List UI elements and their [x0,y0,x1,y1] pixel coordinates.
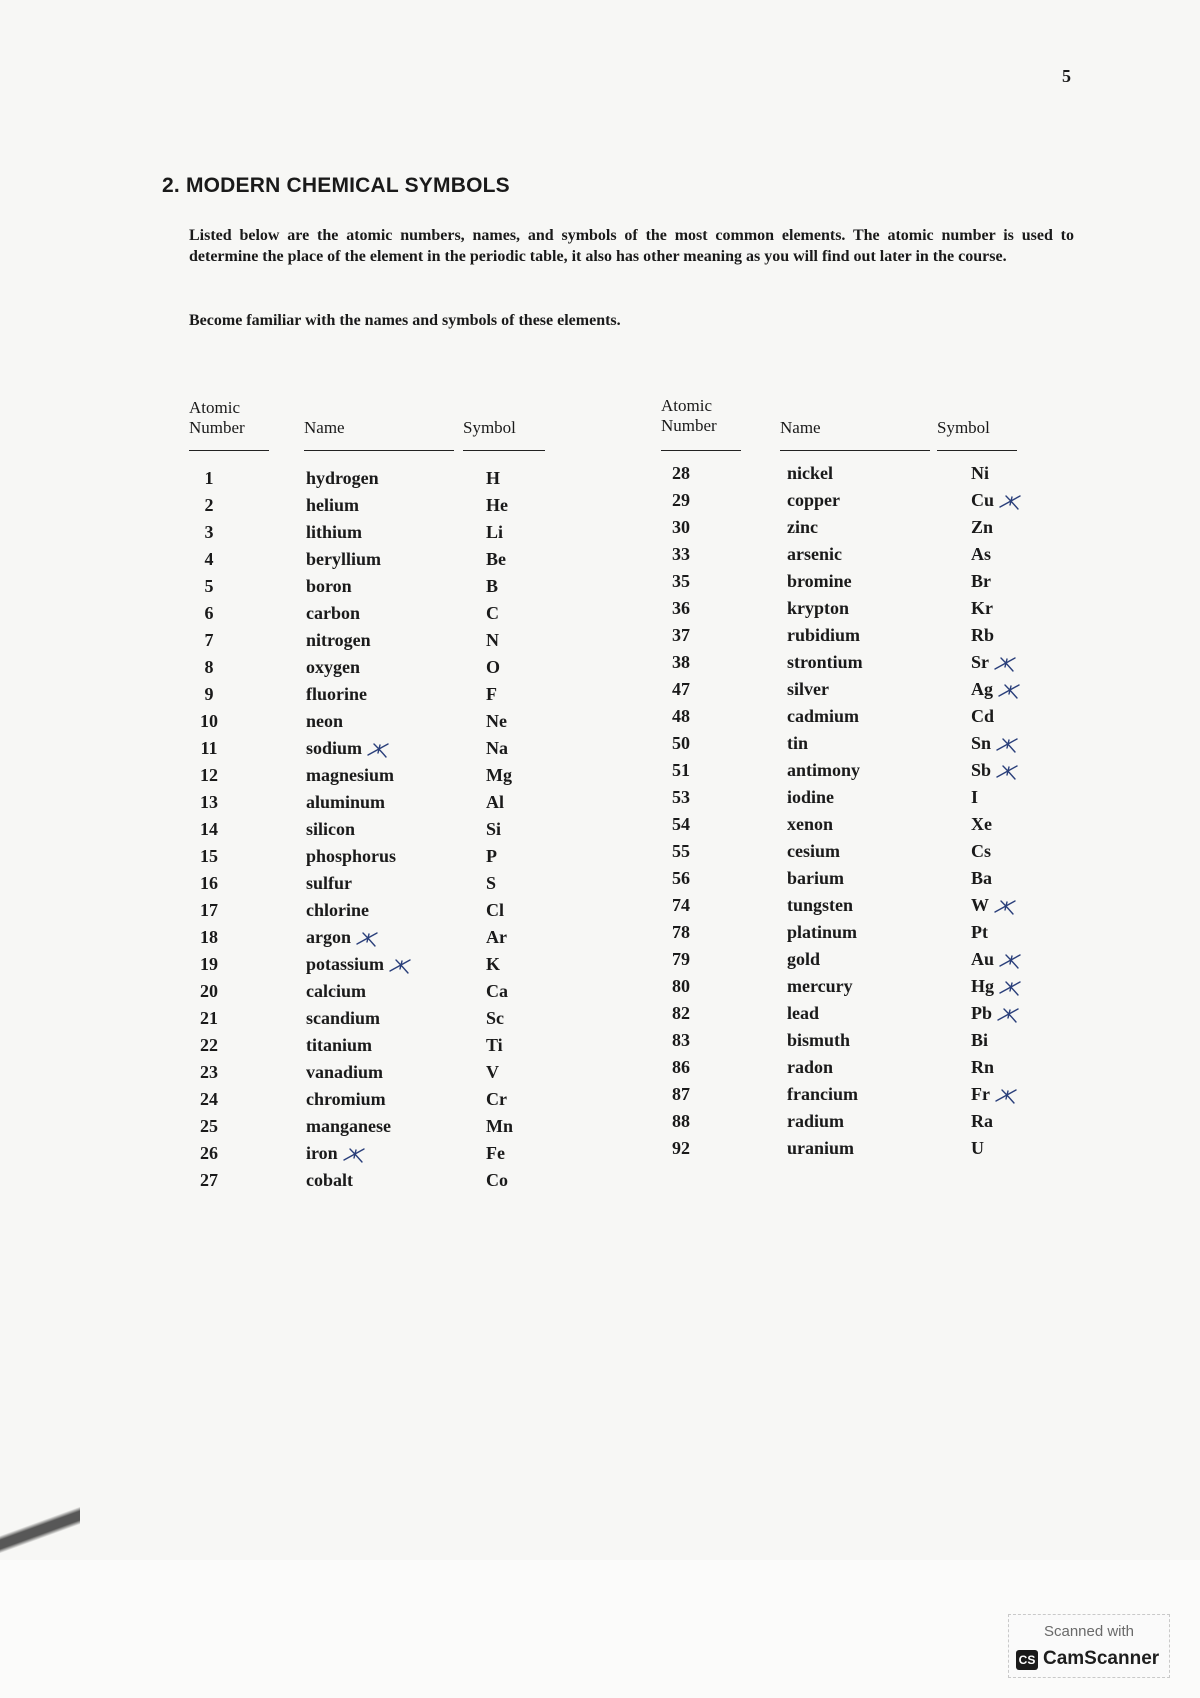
element-symbol-cell: He [486,495,508,515]
handwritten-check-mark-icon [998,979,1024,997]
atomic-number-cell: 80 [672,976,690,996]
handwritten-check-mark-icon [997,682,1023,700]
atomic-number-cell: 17 [200,900,218,920]
element-name-cell: cesium [787,841,840,861]
handwritten-check-mark-icon [355,930,381,948]
camscanner-logo-icon: CS [1016,1650,1038,1670]
element-name-cell: francium [787,1084,858,1104]
element-symbol-cell: Ti [486,1035,503,1055]
element-name-cell: helium [306,495,360,515]
element-name-cell: radon [787,1057,834,1077]
section-title: 2. MODERN CHEMICAL SYMBOLS [162,174,510,197]
element-symbol-cell: Fe [486,1143,505,1163]
header-atomic-number [661,396,741,452]
handwritten-check-mark-icon [995,736,1021,754]
element-symbol-cell: Rn [971,1057,995,1077]
atomic-number-cell: 50 [672,733,690,753]
element-symbol-cell: N [486,630,499,650]
header-underline [780,450,930,451]
handwritten-check-mark-icon [998,493,1024,511]
element-symbol-cell: Ca [486,981,508,1001]
element-name-cell: gold [787,949,821,969]
element-name-cell: neon [306,711,344,731]
element-symbol-cell: Cr [486,1089,507,1109]
atomic-number-cell: 25 [200,1116,218,1136]
atomic-number-cell: 79 [672,949,690,969]
element-name-cell: iodine [787,787,835,807]
element-name-cell: carbon [306,603,360,623]
element-symbol-cell: Na [486,738,508,758]
element-symbol-cell: Sc [486,1008,504,1028]
atomic-number-cell: 11 [200,738,218,758]
element-name-cell: bromine [787,571,852,591]
element-name-cell: strontium [787,652,863,672]
atomic-number-cell: 20 [200,981,218,1001]
element-name-cell: copper [787,490,840,510]
atomic-number-cell: 30 [672,517,690,537]
atomic-number-cell: 3 [204,522,214,542]
atomic-number-cell: 5 [204,576,214,596]
element-symbol-cell: F [486,684,497,704]
header-symbol-label: Symbol [937,418,990,437]
element-symbol-cell: Cl [486,900,504,920]
atomic-number-cell: 87 [672,1084,690,1104]
element-name-cell: fluorine [306,684,367,704]
element-symbol-cell: Rb [971,625,995,645]
element-symbol-cell: Ni [971,463,989,483]
element-symbol-cell: Pt [971,922,988,942]
element-symbol-cell: K [486,954,501,974]
atomic-number-cell: 35 [672,571,690,591]
instruction-text: Become familiar with the names and symbols of these elements. [189,312,621,329]
element-name-cell: arsenic [787,544,842,564]
element-name-cell: platinum [787,922,858,942]
element-name-cell: nitrogen [306,630,371,650]
atomic-number-cell: 24 [200,1089,218,1109]
header-symbol [463,398,545,454]
badge-scanned-with: Scanned with [1043,1623,1135,1640]
atomic-number-cell: 23 [200,1062,218,1082]
element-symbol-cell: As [971,544,992,564]
atomic-number-cell: 2 [204,495,214,515]
handwritten-check-mark-icon [366,741,392,759]
atomic-number-cell: 37 [672,625,690,645]
element-symbol-cell: Ba [971,868,993,888]
atomic-number-cell: 1 [204,468,214,488]
element-symbol-cell: I [971,787,979,807]
element-symbol-cell: Fr [971,1084,1020,1105]
element-symbol-cell: Zn [971,517,994,537]
element-name-cell: mercury [787,976,853,996]
element-symbol-cell: Kr [971,598,993,618]
atomic-number-cell: 82 [672,1003,690,1023]
handwritten-check-mark-icon [993,655,1019,673]
element-name-cell: tungsten [787,895,854,915]
element-symbol-cell: Sb [971,760,1021,781]
handwritten-check-mark-icon [996,1006,1022,1024]
atomic-number-cell: 47 [672,679,690,699]
atomic-number-cell: 14 [200,819,218,839]
atomic-number-cell: 18 [200,927,218,947]
element-name-cell: magnesium [306,765,395,785]
element-name-cell: aluminum [306,792,386,812]
atomic-number-cell: 15 [200,846,218,866]
atomic-number-cell: 6 [204,603,214,623]
element-symbol-cell: Si [486,819,502,839]
element-symbol-cell: Co [486,1170,508,1190]
element-symbol-cell: Pb [971,1003,1022,1024]
atomic-number-cell: 74 [672,895,690,915]
camscanner-badge [1008,1614,1170,1678]
atomic-number-cell: 27 [200,1170,218,1190]
element-name-cell: tin [787,733,809,753]
element-name-cell: cobalt [306,1170,353,1190]
element-symbol-cell: Hg [971,976,1024,997]
atomic-number-cell: 53 [672,787,690,807]
atomic-number-cell: 22 [200,1035,218,1055]
element-symbol-cell: C [486,603,499,623]
atomic-number-cell: 38 [672,652,690,672]
element-name-cell: hydrogen [306,468,379,488]
element-name-cell: silicon [306,819,356,839]
element-symbol-cell: S [486,873,497,893]
element-symbol-cell: Li [486,522,504,542]
element-name-cell: barium [787,868,845,888]
element-name-cell: vanadium [306,1062,384,1082]
header-atomic-number [189,398,269,454]
atomic-number-cell: 88 [672,1111,690,1131]
handwritten-check-mark-icon [995,763,1021,781]
element-symbol-cell: O [486,657,501,677]
handwritten-check-mark-icon [993,898,1019,916]
header-atomic-line2: Number [189,418,245,437]
scan-edge-shadow [0,1500,80,1560]
atomic-number-cell: 29 [672,490,690,510]
atomic-number-cell: 54 [672,814,690,834]
element-symbol-cell: W [971,895,1019,916]
element-name-cell: antimony [787,760,861,780]
element-symbol-cell: Sr [971,652,1019,673]
atomic-number-cell: 51 [672,760,690,780]
header-name [780,398,930,454]
atomic-number-cell: 7 [204,630,214,650]
atomic-number-cell: 19 [200,954,218,974]
element-symbol-cell: B [486,576,499,596]
header-atomic-line1: Atomic [189,398,240,417]
atomic-number-cell: 8 [204,657,214,677]
page-number: 5 [1062,66,1071,86]
element-name-cell: chlorine [306,900,369,920]
element-name-cell: xenon [787,814,834,834]
atomic-number-cell: 78 [672,922,690,942]
badge-app-name: CamScanner [1043,1648,1160,1669]
element-symbol-cell: Bi [971,1030,989,1050]
intro-paragraph: Listed below are the atomic numbers, names, and symbols of the most common elements. The atomic number is used to determine the place of the element in the periodic table, it also has other meaning as you will find out later in the course. [189,227,1074,265]
header-atomic-line1: Atomic [661,396,712,415]
element-name-cell: lithium [306,522,363,542]
element-name-cell: zinc [787,517,818,537]
element-name-cell: beryllium [306,549,381,569]
header-atomic-line2: Number [661,416,717,435]
element-symbol-cell: U [971,1138,984,1158]
element-symbol-cell: Ar [486,927,507,947]
handwritten-check-mark-icon [388,957,414,975]
element-symbol-cell: Xe [971,814,992,834]
element-symbol-cell: V [486,1062,499,1082]
handwritten-check-mark-icon [998,952,1024,970]
element-name-cell: krypton [787,598,850,618]
element-name-cell: potassium [306,954,414,975]
atomic-number-cell: 48 [672,706,690,726]
element-name-cell: titanium [306,1035,373,1055]
atomic-number-cell: 13 [200,792,218,812]
atomic-number-cell: 92 [672,1138,690,1158]
header-underline [304,450,454,451]
element-name-cell: rubidium [787,625,861,645]
handwritten-check-mark-icon [342,1146,368,1164]
atomic-number-cell: 21 [200,1008,218,1028]
header-name [304,398,454,454]
element-symbol-cell: H [486,468,501,488]
element-name-cell: lead [787,1003,820,1023]
element-symbol-cell: P [486,846,497,866]
handwritten-check-mark-icon [994,1087,1020,1105]
element-name-cell: sulfur [306,873,353,893]
header-underline [189,450,269,451]
element-name-cell: sodium [306,738,392,759]
header-name-label: Name [780,418,821,437]
atomic-number-cell: 86 [672,1057,690,1077]
element-name-cell: manganese [306,1116,391,1136]
atomic-number-cell: 56 [672,868,690,888]
element-symbol-cell: Mn [486,1116,513,1136]
element-symbol-cell: Ne [486,711,507,731]
element-symbol-cell: Cu [971,490,1024,511]
atomic-number-cell: 16 [200,873,218,893]
element-symbol-cell: Be [486,549,506,569]
element-symbol-cell: Ra [971,1111,993,1131]
element-name-cell: calcium [306,981,366,1001]
atomic-number-cell: 36 [672,598,690,618]
element-symbol-cell: Au [971,949,1024,970]
element-name-cell: uranium [787,1138,855,1158]
element-name-cell: scandium [306,1008,381,1028]
element-symbol-cell: Br [971,571,991,591]
element-symbol-cell: Ag [971,679,1023,700]
header-name-label: Name [304,418,345,437]
element-name-cell: nickel [787,463,834,483]
element-symbol-cell: Sn [971,733,1021,754]
element-name-cell: argon [306,927,381,948]
element-name-cell: boron [306,576,352,596]
atomic-number-cell: 28 [672,463,690,483]
element-name-cell: oxygen [306,657,360,677]
element-name-cell: phosphorus [306,846,397,866]
header-symbol-label: Symbol [463,418,516,437]
header-underline [937,450,1017,451]
atomic-number-cell: 83 [672,1030,690,1050]
header-symbol [937,398,1017,454]
element-name-cell: iron [306,1143,368,1164]
element-name-cell: cadmium [787,706,859,726]
atomic-number-cell: 4 [204,549,214,569]
atomic-number-cell: 33 [672,544,690,564]
element-name-cell: chromium [306,1089,386,1109]
element-symbol-cell: Cs [971,841,992,861]
element-name-cell: bismuth [787,1030,851,1050]
header-underline [463,450,545,451]
atomic-number-cell: 9 [204,684,214,704]
element-symbol-cell: Cd [971,706,995,726]
element-symbol-cell: Mg [486,765,512,785]
element-name-cell: radium [787,1111,845,1131]
element-name-cell: silver [787,679,829,699]
atomic-number-cell: 26 [200,1143,218,1163]
atomic-number-cell: 10 [200,711,218,731]
header-underline [661,450,741,451]
element-symbol-cell: Al [486,792,504,812]
atomic-number-cell: 12 [200,765,218,785]
atomic-number-cell: 55 [672,841,690,861]
